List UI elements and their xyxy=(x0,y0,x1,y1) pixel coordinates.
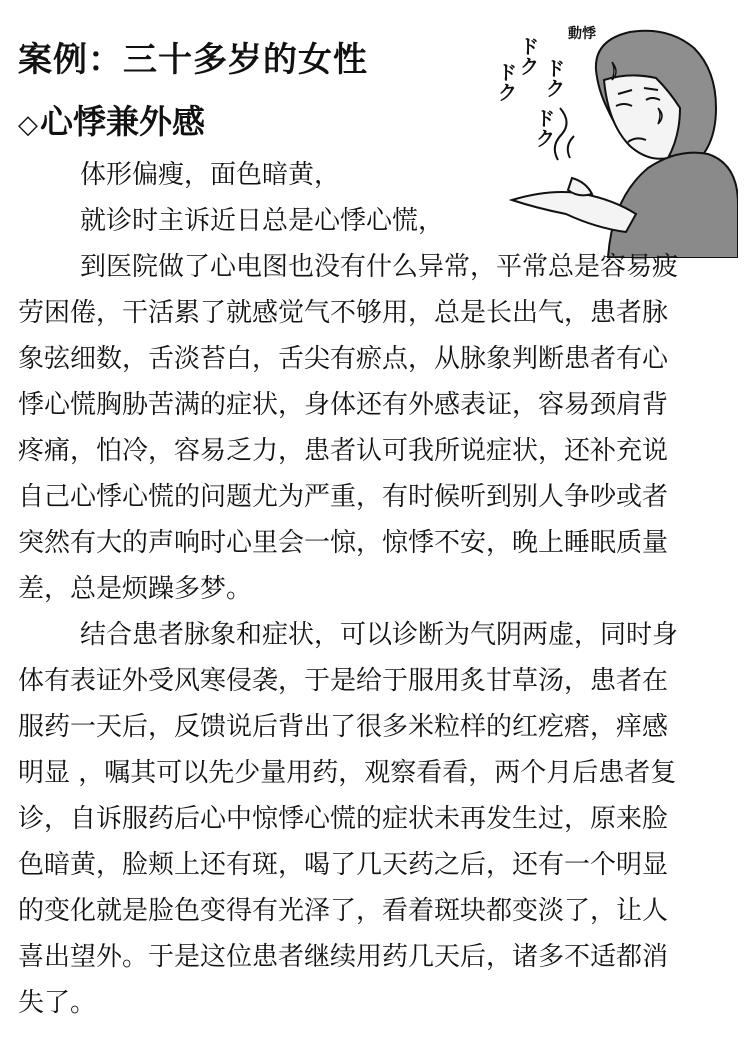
paragraph-line: 体有表证外受风寒侵袭，于是给于服用炙甘草汤，患者在 xyxy=(18,666,669,696)
paragraph-line: 差，总是烦躁多梦。 xyxy=(18,574,253,604)
paragraph-line: 的变化就是脸色变得有光泽了，看着斑块都变淡了，让人 xyxy=(18,896,669,926)
paragraph-line: 明显 ，嘱其可以先少量用药，观察看看，两个月后患者复 xyxy=(18,758,677,788)
sfx-4: ドク xyxy=(532,108,556,148)
paragraph-line: 失了。 xyxy=(18,988,97,1018)
paragraph-line: 体形偏瘦，面色暗黄， xyxy=(80,160,341,190)
paragraph-line: 服药一天后，反馈说后背出了很多米粒样的红疙瘩，痒感 xyxy=(18,712,669,742)
paragraph-line: 诊，自诉服药后心中惊悸心慌的症状未再发生过，原来脸 xyxy=(18,804,669,834)
sfx-3: ドク xyxy=(494,62,518,102)
paragraph-line: 疼痛，怕冷，容易乏力，患者认可我所说症状，还补充说 xyxy=(18,436,669,466)
paragraph-2 xyxy=(18,198,734,244)
paragraph-line: 色暗黄，脸颊上还有斑，喝了几天药之后，还有一个明显 xyxy=(18,850,669,880)
illustration-label: 動悸 xyxy=(568,26,596,42)
paragraph-1 xyxy=(18,152,734,198)
diamond-bullet-icon: ◇ xyxy=(18,110,38,140)
section-heading xyxy=(18,100,205,147)
paragraph-line: 自己心悸心慌的问题尤为严重，有时候听到别人争吵或者 xyxy=(18,482,669,512)
section-heading-text: 心悸兼外感 xyxy=(40,102,205,141)
paragraph-3 xyxy=(18,244,734,612)
sfx-1: ドク xyxy=(516,36,540,76)
paragraph-line: 象弦细数，舌淡苔白，舌尖有瘀点，从脉象判断患者有心 xyxy=(18,344,669,374)
paragraph-line: 突然有大的声响时心里会一惊，惊悸不安，晚上睡眠质量 xyxy=(18,528,669,558)
paragraph-4 xyxy=(18,612,734,1026)
paragraph-line: 喜出望外。于是这位患者继续用药几天后，诸多不适都消 xyxy=(18,942,669,972)
sfx-2: ドク xyxy=(542,58,566,98)
paragraph-line: 到医院做了心电图也没有什么异常，平常总是容易疲 xyxy=(80,252,679,282)
sound-effect-text xyxy=(494,36,566,148)
page-title: 案例：三十多岁的女性 xyxy=(18,40,368,80)
paragraph-line: 劳困倦，干活累了就感觉气不够用，总是长出气，患者脉 xyxy=(18,298,669,328)
paragraph-line: 悸心慌胸胁苦满的症状，身体还有外感表证，容易颈肩背 xyxy=(18,390,669,420)
paragraph-line: 就诊时主诉近日总是心悸心慌， xyxy=(80,206,445,236)
paragraph-line: 结合患者脉象和症状，可以诊断为气阴两虚，同时身 xyxy=(80,620,679,650)
